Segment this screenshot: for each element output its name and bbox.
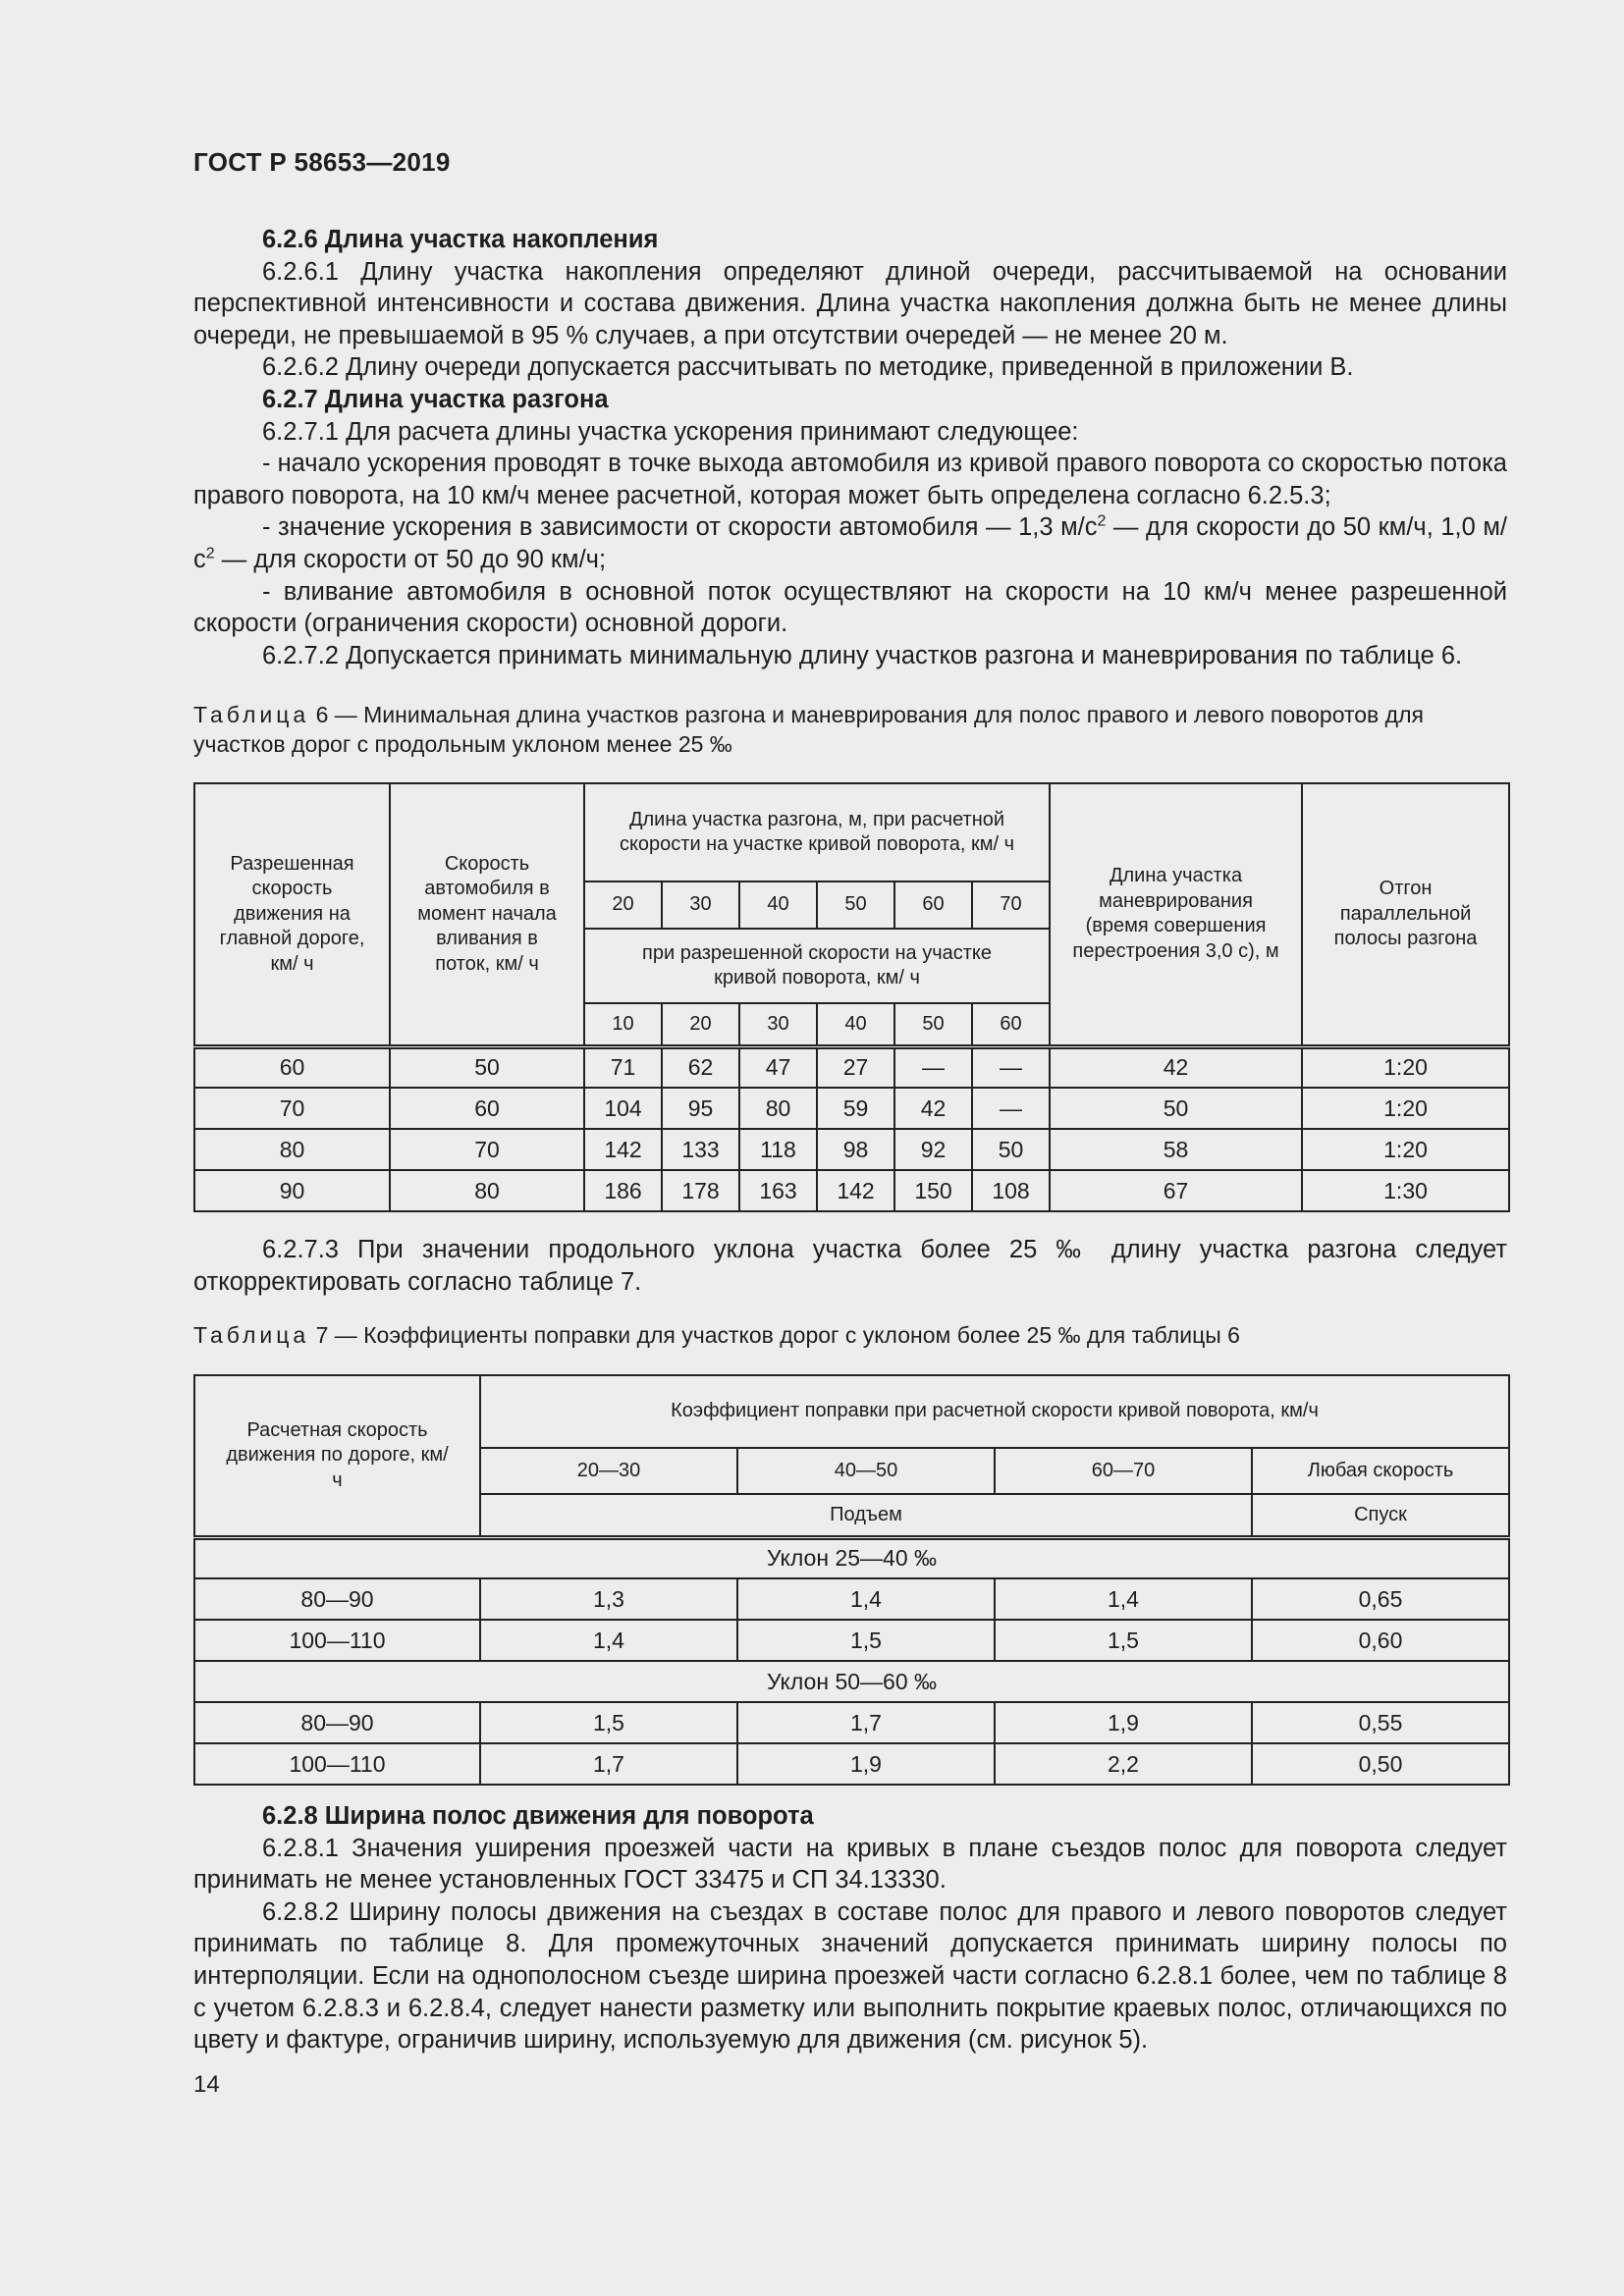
table-row bbox=[194, 1578, 1509, 1620]
table-cell: 80 bbox=[739, 1088, 817, 1129]
t7-speed-range: 20—30 bbox=[480, 1448, 737, 1494]
t7-header-uphill: Подъем bbox=[480, 1494, 1252, 1537]
document-code: ГОСТ Р 58653—2019 bbox=[193, 147, 451, 177]
table-cell: 1,5 bbox=[480, 1702, 737, 1743]
table-cell: 62 bbox=[662, 1046, 739, 1088]
table-cell: 47 bbox=[739, 1046, 817, 1088]
paragraph-6282: 6.2.8.2 Ширину полосы движения на съездах в составе полос для правого и левого поворотов следует принимать по таблице 8. Для промежуточных значений допускается принимать ширину полосы по интерполяции. Если на однополосном съезде ширина проезжей части согласно 6.2.8.1 более, чем по таблице 8 с учетом 6.2.8.3 и 6.2.8.4, следует нанести разметку или выполнить покрытие краевых полос, отличающихся по цвету и фактуре, ограничив ширину, используемую для движения (см. рисунок 5). bbox=[193, 1897, 1507, 2055]
table-cell: 27 bbox=[817, 1046, 894, 1088]
sections-626-627 bbox=[193, 224, 1507, 671]
table-cell: 70 bbox=[194, 1088, 390, 1129]
table-cell: — bbox=[894, 1046, 972, 1088]
table-row bbox=[194, 1170, 1509, 1211]
paragraph-6273: 6.2.7.3 При значении продольного уклона участка более 25 ‰ длину участка разгона следует откорректировать согласно таблице 7. bbox=[193, 1236, 1507, 1296]
t6-design-speed: 30 bbox=[662, 881, 739, 929]
table-cell: — bbox=[972, 1088, 1050, 1129]
t7-speed-range: 40—50 bbox=[737, 1448, 995, 1494]
table-cell: 100—110 bbox=[194, 1743, 480, 1785]
t7-group-row bbox=[194, 1661, 1509, 1702]
t6-design-speed: 20 bbox=[584, 881, 662, 929]
t7-header-design-speed: Расчетная скорость движения по дороге, км/ ч bbox=[194, 1375, 480, 1537]
paragraph-6271: 6.2.7.1 Для расчета длины участка ускорения принимают следующее: bbox=[262, 417, 1079, 446]
table-cell: 1,4 bbox=[737, 1578, 995, 1620]
table-cell: 59 bbox=[817, 1088, 894, 1129]
table-cell: 70 bbox=[390, 1129, 584, 1170]
section-heading-626: 6.2.6 Длина участка накопления bbox=[262, 226, 659, 253]
table-cell: 108 bbox=[972, 1170, 1050, 1211]
table-cell: 0,60 bbox=[1252, 1620, 1509, 1661]
table-cell: 100—110 bbox=[194, 1620, 480, 1661]
t6-allowed-curve-speed: 40 bbox=[817, 1003, 894, 1046]
table-6 bbox=[193, 782, 1510, 1212]
paragraph-6272: 6.2.7.2 Допускается принимать минимальную длину участков разгона и маневрирования по таблице 6. bbox=[262, 641, 1463, 669]
bullet-merge: - вливание автомобиля в основной поток осуществляют на скорости на 10 км/ч менее разрешенной скорости (ограничения скорости) основной дороги. bbox=[193, 577, 1507, 638]
table-cell: 1,3 bbox=[480, 1578, 737, 1620]
t6-design-speed: 40 bbox=[739, 881, 817, 929]
table-cell: 92 bbox=[894, 1129, 972, 1170]
t6-allowed-curve-speed: 20 bbox=[662, 1003, 739, 1046]
table-cell: 1,4 bbox=[480, 1620, 737, 1661]
table-cell: 0,50 bbox=[1252, 1743, 1509, 1785]
bullet-accel-start: - начало ускорения проводят в точке выхода автомобиля из кривой правого поворота со скоростью потока правого поворота, на 10 км/ч менее расчетной, которая может быть определена согласно 6.2.5.3; bbox=[193, 450, 1507, 509]
table-cell: — bbox=[972, 1046, 1050, 1088]
table-cell: 80—90 bbox=[194, 1578, 480, 1620]
table-cell: 118 bbox=[739, 1129, 817, 1170]
table-cell: 1,7 bbox=[737, 1702, 995, 1743]
table7-caption: Таблица 7 — Коэффициенты поправки для участков дорог с уклоном более 25 ‰ для таблицы 6 bbox=[193, 1322, 1240, 1348]
paragraph-6261: 6.2.6.1 Длину участка накопления определяют длиной очереди, рассчитываемой на основании перспективной интенсивности и состава движения. Длина участка накопления должна быть не менее длины очереди, не превышаемой в 95 % случаев, а при отсутствии очередей — не менее 20 м. bbox=[193, 257, 1507, 349]
t6-header-taper: Отгон параллельной полосы разгона bbox=[1302, 783, 1509, 1046]
table-cell: 186 bbox=[584, 1170, 662, 1211]
table-cell: 1:20 bbox=[1302, 1046, 1509, 1088]
table-cell: 1:30 bbox=[1302, 1170, 1509, 1211]
table-cell: 1:20 bbox=[1302, 1129, 1509, 1170]
table-cell: 1,5 bbox=[995, 1620, 1252, 1661]
table-cell: 1,7 bbox=[480, 1743, 737, 1785]
table-cell: 80—90 bbox=[194, 1702, 480, 1743]
table-cell: 50 bbox=[390, 1046, 584, 1088]
table-cell: 50 bbox=[972, 1129, 1050, 1170]
t6-allowed-curve-speed: 30 bbox=[739, 1003, 817, 1046]
table-cell: 104 bbox=[584, 1088, 662, 1129]
t6-header-allowed-speed: Разрешенная скорость движения на главной дороге, км/ ч bbox=[194, 783, 390, 1046]
table-cell: 80 bbox=[390, 1170, 584, 1211]
t6-header-vehicle-speed: Скорость автомобиля в момент начала вливания в поток, км/ ч bbox=[390, 783, 584, 1046]
t6-header-at-allowed: при разрешенной скорости на участке кривой поворота, км/ ч bbox=[584, 929, 1050, 1003]
t6-allowed-curve-speed: 50 bbox=[894, 1003, 972, 1046]
table-cell: 1:20 bbox=[1302, 1088, 1509, 1129]
table-cell: 178 bbox=[662, 1170, 739, 1211]
t6-allowed-curve-speed: 60 bbox=[972, 1003, 1050, 1046]
table-cell: 67 bbox=[1050, 1170, 1302, 1211]
t6-header-accel-length: Длина участка разгона, м, при расчетной скорости на участке кривой поворота, км/ ч bbox=[584, 783, 1050, 881]
table-row bbox=[194, 1046, 1509, 1088]
page-number: 14 bbox=[193, 2071, 220, 2098]
table-row bbox=[194, 1088, 1509, 1129]
table-cell: 50 bbox=[1050, 1088, 1302, 1129]
table-cell: 163 bbox=[739, 1170, 817, 1211]
table-row bbox=[194, 1743, 1509, 1785]
table-row bbox=[194, 1620, 1509, 1661]
table-cell: 133 bbox=[662, 1129, 739, 1170]
table-cell: 90 bbox=[194, 1170, 390, 1211]
table-cell: 71 bbox=[584, 1046, 662, 1088]
section-heading-628: 6.2.8 Ширина полос движения для поворота bbox=[262, 1802, 814, 1830]
table-cell: 0,65 bbox=[1252, 1578, 1509, 1620]
table-cell: 0,55 bbox=[1252, 1702, 1509, 1743]
paragraph-6262: 6.2.6.2 Длину очереди допускается рассчитывать по методике, приведенной в приложении В. bbox=[262, 353, 1354, 382]
table-cell: 1,9 bbox=[995, 1702, 1252, 1743]
table-cell: 60 bbox=[194, 1046, 390, 1088]
table-cell: 60 bbox=[390, 1088, 584, 1129]
table-cell: 42 bbox=[1050, 1046, 1302, 1088]
table-cell: 42 bbox=[894, 1088, 972, 1129]
table6-caption: Таблица 6 — Минимальная длина участков разгона и маневрирования для полос правого и левого поворотов для участков дорог с продольным уклоном менее 25 ‰ bbox=[193, 702, 1424, 757]
table-7 bbox=[193, 1374, 1510, 1786]
t6-design-speed: 50 bbox=[817, 881, 894, 929]
table-row bbox=[194, 1129, 1509, 1170]
section-628-block bbox=[193, 1800, 1507, 2056]
table-cell: 2,2 bbox=[995, 1743, 1252, 1785]
table-cell: 98 bbox=[817, 1129, 894, 1170]
paragraph-6273-block bbox=[193, 1234, 1507, 1298]
table-cell: 1,5 bbox=[737, 1620, 995, 1661]
t6-design-speed: 60 bbox=[894, 881, 972, 929]
table-cell: 142 bbox=[584, 1129, 662, 1170]
table-cell: 150 bbox=[894, 1170, 972, 1211]
table-cell: 58 bbox=[1050, 1129, 1302, 1170]
table-cell: 95 bbox=[662, 1088, 739, 1129]
paragraph-6281: 6.2.8.1 Значения уширения проезжей части на кривых в плане съездов полос для поворота следует принимать не менее установленных ГОСТ 33475 и СП 34.13330. bbox=[193, 1834, 1507, 1895]
t6-header-maneuver: Длина участка маневрирования (время совершения перестроения 3,0 с), м bbox=[1050, 783, 1302, 1046]
t7-group-label: Уклон 50—60 ‰ bbox=[194, 1661, 1509, 1702]
table-cell: 1,9 bbox=[737, 1743, 995, 1785]
table-cell: 142 bbox=[817, 1170, 894, 1211]
t7-header-coef: Коэффициент поправки при расчетной скорости кривой поворота, км/ч bbox=[480, 1375, 1509, 1448]
t7-group-label: Уклон 25—40 ‰ bbox=[194, 1537, 1509, 1578]
t7-header-downhill: Спуск bbox=[1252, 1494, 1509, 1537]
t6-allowed-curve-speed: 10 bbox=[584, 1003, 662, 1046]
t7-speed-range: 60—70 bbox=[995, 1448, 1252, 1494]
t7-group-row bbox=[194, 1537, 1509, 1578]
section-heading-627: 6.2.7 Длина участка разгона bbox=[262, 385, 609, 413]
table-cell: 80 bbox=[194, 1129, 390, 1170]
t6-design-speed: 70 bbox=[972, 881, 1050, 929]
t7-speed-range: Любая скорость bbox=[1252, 1448, 1509, 1494]
table-cell: 1,4 bbox=[995, 1578, 1252, 1620]
bullet-accel-value: - значение ускорения в зависимости от скорости автомобиля — 1,3 $м/с^2$ — для скорости до 50 км/ч, 1,0 $м/с^2$ — для скорости от 50 до 90 км/ч; bbox=[193, 512, 1507, 573]
table-row bbox=[194, 1702, 1509, 1743]
